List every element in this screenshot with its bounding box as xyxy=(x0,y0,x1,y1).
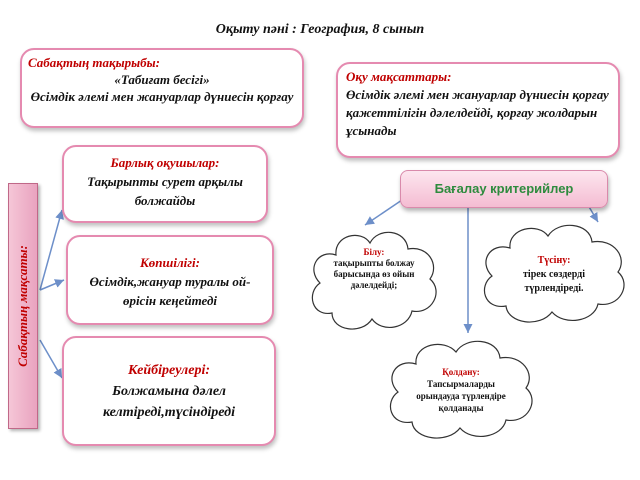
page-title: Оқыту пәні : География, 8 сынып xyxy=(215,22,425,37)
understanding-label: Түсіну: xyxy=(537,255,571,266)
goal-most-students-box xyxy=(66,235,274,325)
assessment-criteria-header: Бағалау критерийлер xyxy=(400,170,608,208)
lesson-goal-label: Сабақтың мақсаты: xyxy=(15,245,30,367)
goal-some-label: Кейбіреулері: xyxy=(127,363,211,378)
arrow-to-most xyxy=(40,280,64,290)
knowledge-label: Білу: xyxy=(363,247,385,257)
lesson-goal-bar xyxy=(8,183,38,429)
topic-box xyxy=(20,48,304,128)
learning-goals-label: Оқу мақсаттары: xyxy=(346,69,452,84)
topic-subtitle: Өсімдік әлемі мен жануарлар дүниесін қорғау xyxy=(30,89,294,104)
learning-goals-box xyxy=(336,62,620,158)
cloud-knowledge xyxy=(306,225,442,337)
arrow-to-knowledge xyxy=(365,200,402,225)
arrow-to-all xyxy=(40,210,62,290)
learning-goals-text: Өсімдік әлемі мен жануарлар дүниесін қорғау қажеттілігін дәлелдейді, қорғау жолдарын ұсынады xyxy=(346,87,609,138)
arrow-to-some xyxy=(40,340,62,378)
understanding-text: тірек сөздерді түрлендіреді. xyxy=(523,269,585,294)
goal-some-text: Болжамына дәлел келтіреді,түсіндіреді xyxy=(102,384,235,420)
topic-label: Сабақтың тақырыбы: xyxy=(28,55,161,70)
application-text: Тапсырмаларды орындауда түрлендіре қолданады xyxy=(416,379,506,413)
goal-some-students-box xyxy=(62,336,276,446)
goal-most-label: Көпшілігі: xyxy=(139,255,200,270)
application-label: Қолдану: xyxy=(442,367,480,377)
topic-quote: «Табиғат бесігі» xyxy=(114,72,210,87)
cloud-application xyxy=(384,334,538,444)
knowledge-text: тақырыпты болжау барысында өз ойын дәлелдейді; xyxy=(333,258,415,290)
cloud-understanding xyxy=(478,218,630,330)
goal-all-text: Тақырыпты сурет арқылы болжайды xyxy=(87,174,243,208)
goal-all-students-box xyxy=(62,145,268,223)
goal-all-label: Барлық оқушылар: xyxy=(110,155,220,170)
goal-most-text: Өсімдік,жануар туралы ой-өрісін кеңейтеді xyxy=(89,274,251,308)
